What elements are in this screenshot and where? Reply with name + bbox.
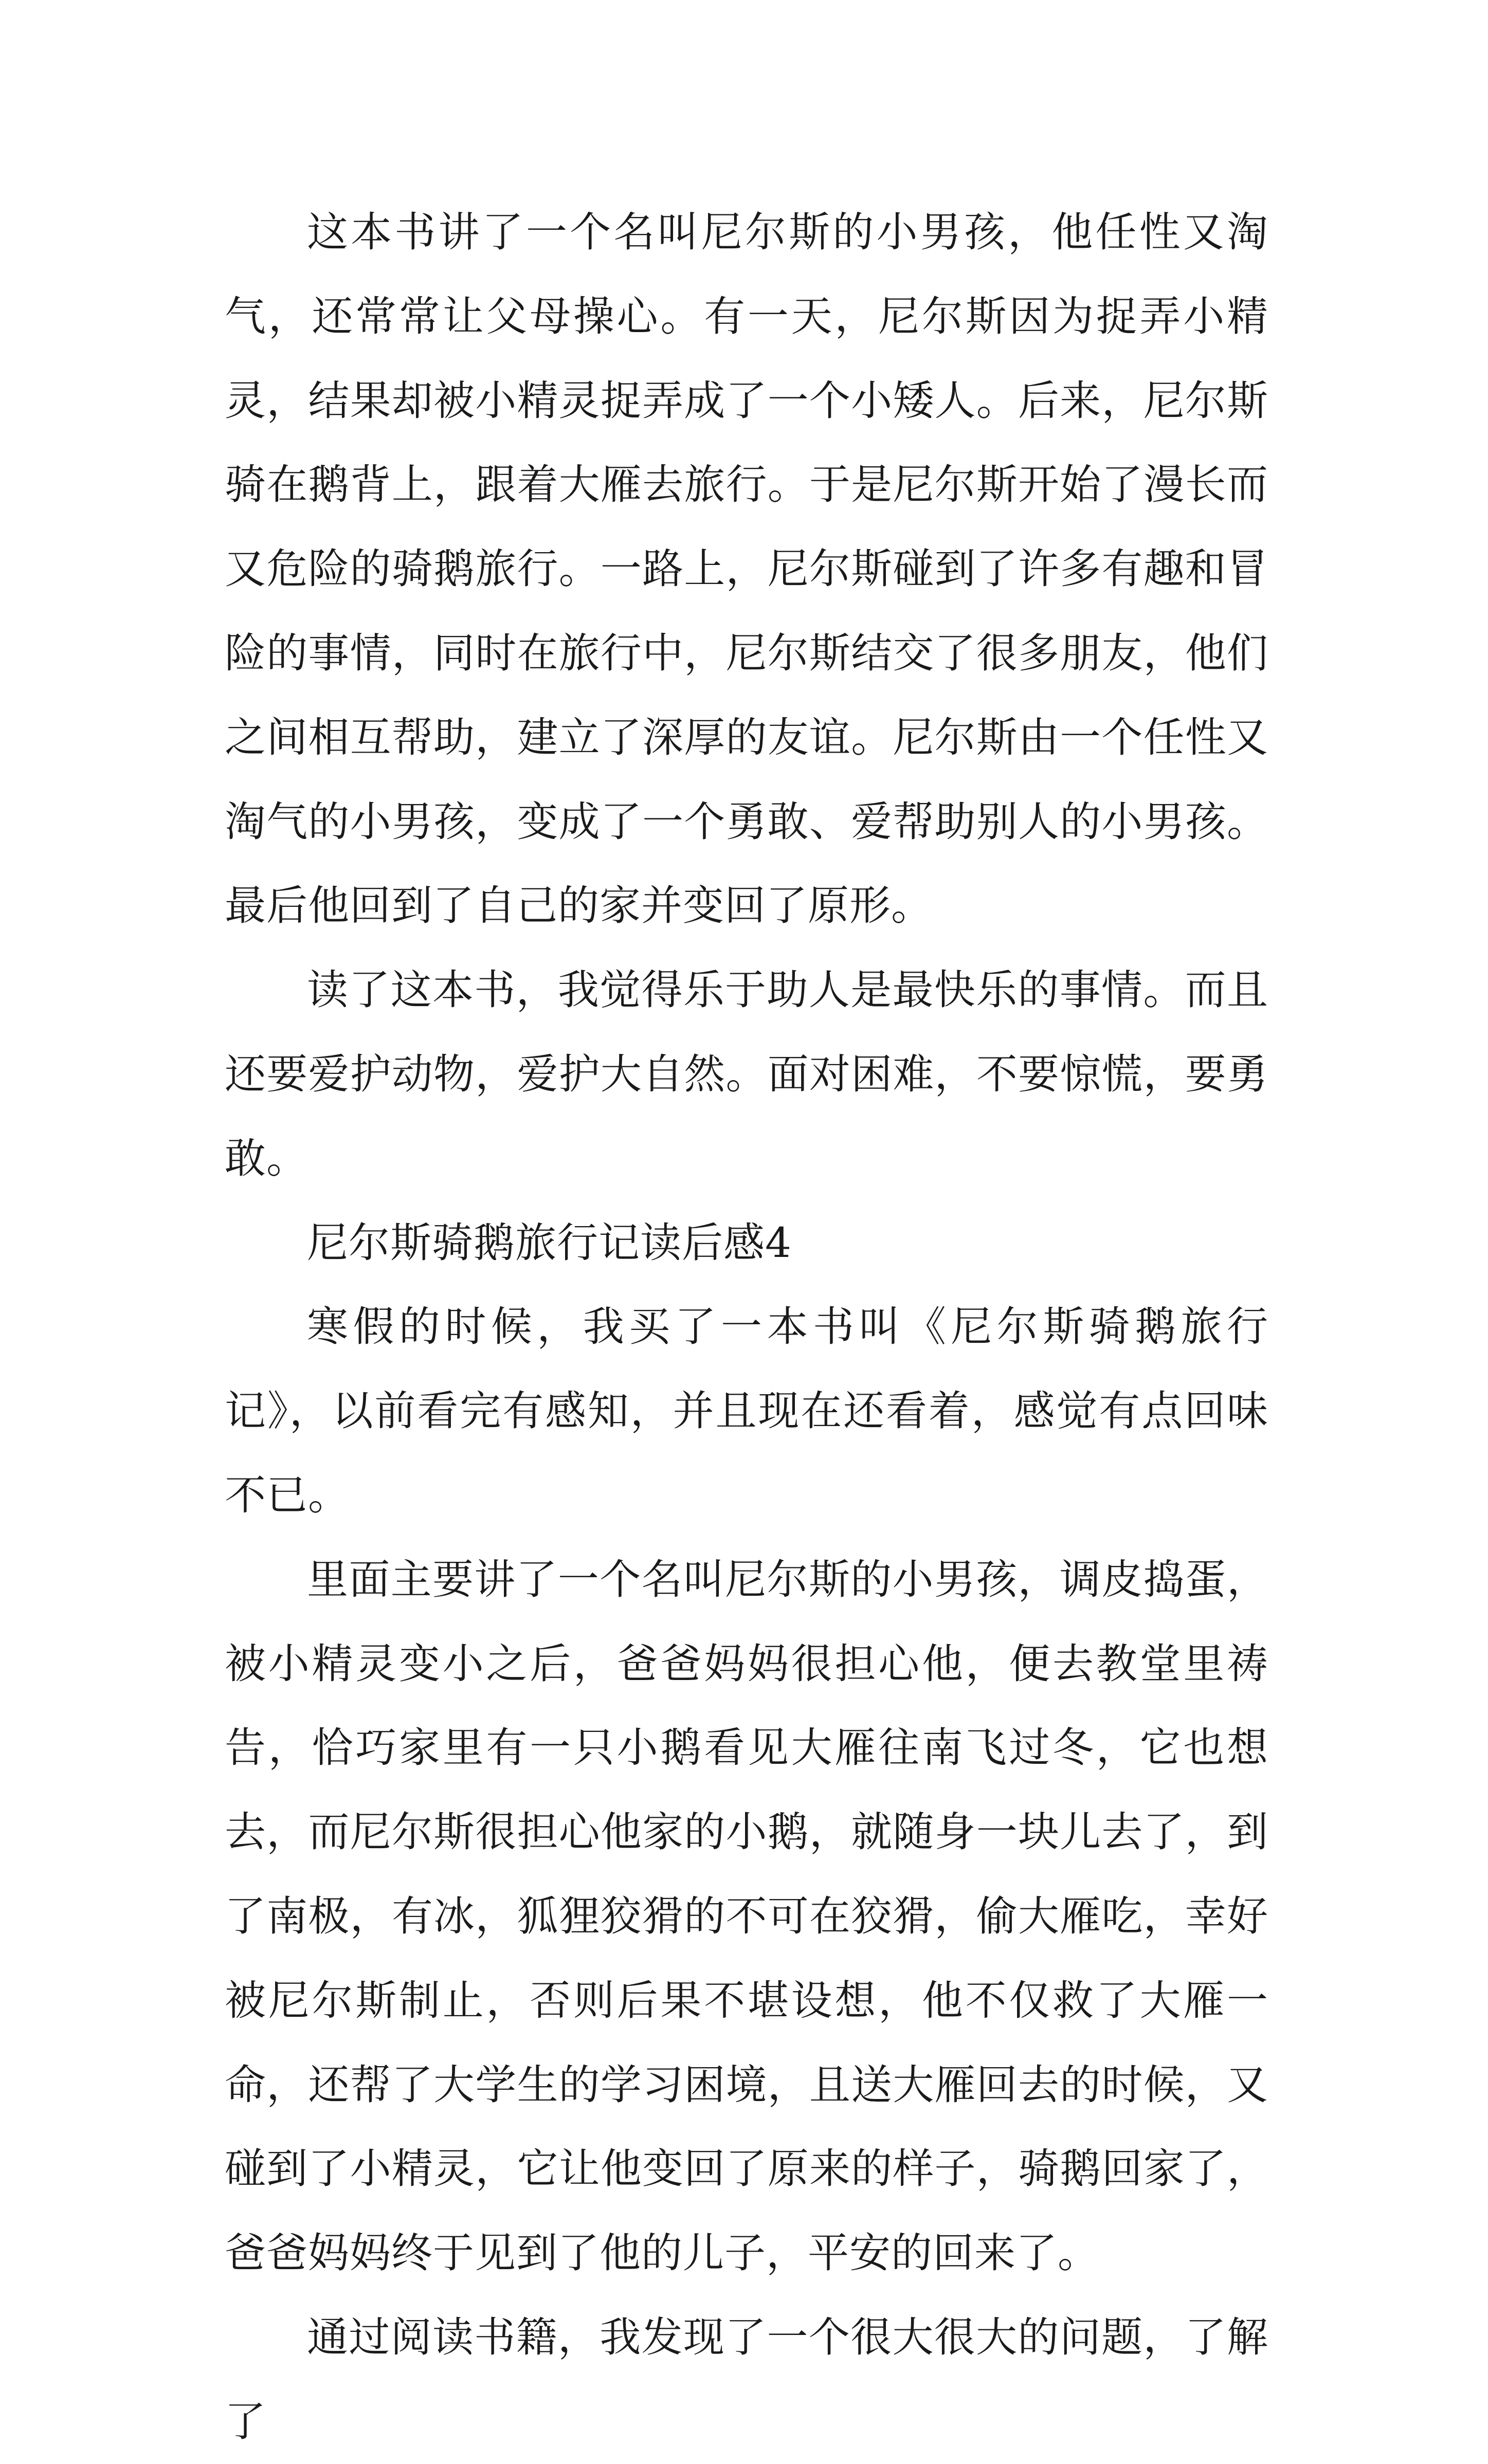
paragraph-conclusion-start: 通过阅读书籍，我发现了一个很大很大的问题，了解了 — [225, 2313, 1268, 2445]
paragraph-winter-break: 寒假的时候，我买了一本书叫《尼尔斯骑鹅旅行记》，以前看完有感知，并且现在还看着，感觉有点回味不已。 — [225, 1303, 1268, 1519]
paragraph-plot: 里面主要讲了一个名叫尼尔斯的小男孩，调皮捣蛋，被小精灵变小之后，爸爸妈妈很担心他，便去教堂里祷告，恰巧家里有一只小鹅看见大雁往南飞过冬，它也想去，而尼尔斯很担心他家的小鹅，就随身一块儿去了，到了南极，有冰，狐狸狡猾的不可在狡猾，偷大雁吃，幸好被尼尔斯制止，否则后果不堪设想，他不仅救了大雁一命，还帮了大学生的学习困境，且送大雁回去的时候，又碰到了小精灵，它让他变回了原来的样子，骑鹅回家了，爸爸妈妈终于见到了他的儿子，平安的回来了。 — [225, 1555, 1268, 2277]
section-heading: 尼尔斯骑鹅旅行记读后感4 — [307, 1218, 792, 1267]
document-body — [225, 190, 1268, 2464]
paragraph-reflection: 读了这本书，我觉得乐于助人是最快乐的事情。而且还要爱护动物，爱护大自然。面对困难，不要惊慌，要勇敢。 — [225, 966, 1268, 1182]
paragraph-story-summary: 这本书讲了一个名叫尼尔斯的小男孩，他任性又淘气，还常常让父母操心。有一天，尼尔斯因为捉弄小精灵，结果却被小精灵捉弄成了一个小矮人。后来，尼尔斯骑在鹅背上，跟着大雁去旅行。于是尼尔斯开始了漫长而又危险的骑鹅旅行。一路上，尼尔斯碰到了许多有趣和冒险的事情，同时在旅行中，尼尔斯结交了很多朋友，他们之间相互帮助，建立了深厚的友谊。尼尔斯由一个任性又淘气的小男孩，变成了一个勇敢、爱帮助别人的小男孩。最后他回到了自己的家并变回了原形。 — [225, 208, 1268, 930]
